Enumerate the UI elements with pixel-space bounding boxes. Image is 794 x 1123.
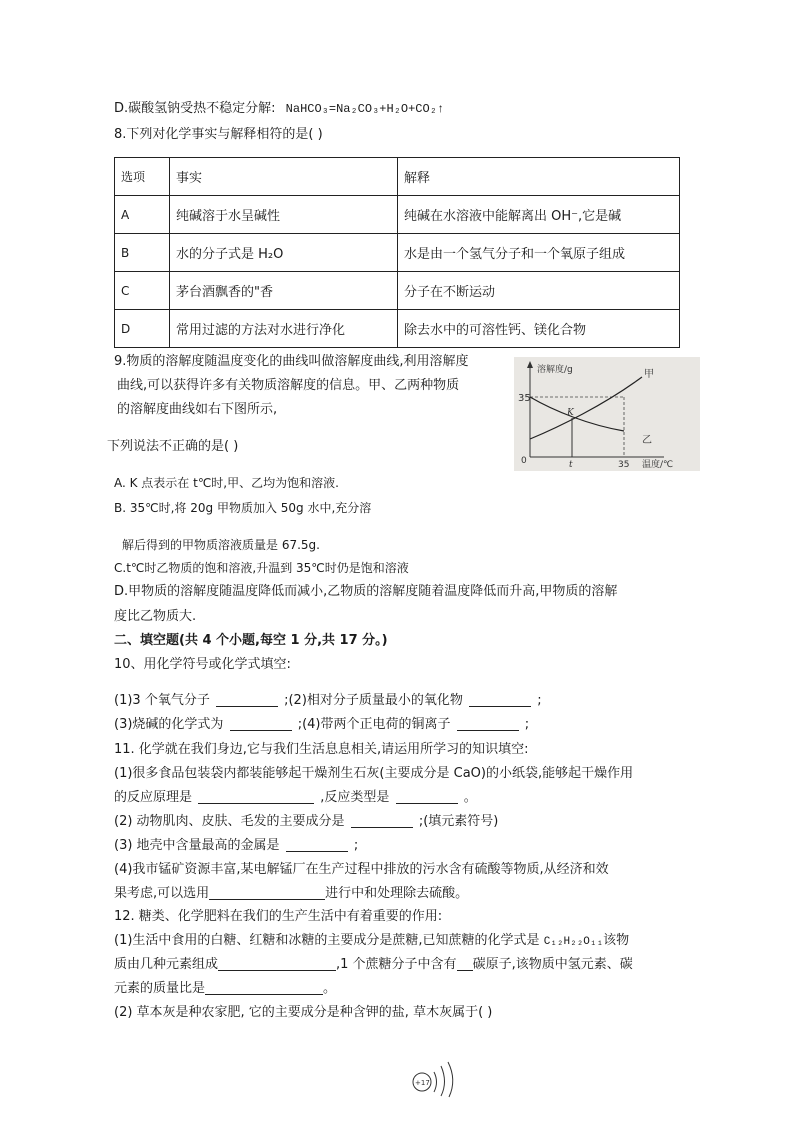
series-jia-label: 甲 xyxy=(644,369,654,380)
q12-carbon-atoms-blank[interactable] xyxy=(457,956,473,971)
q7-option-d xyxy=(114,100,444,118)
q11-p1-label-b: ,反应类型是 xyxy=(320,790,390,805)
y-axis-label: 溶解度/g xyxy=(537,365,573,375)
table-cell: 水的分子式是 H₂O xyxy=(170,234,398,272)
table-cell: 除去水中的可溶性钙、镁化合物 xyxy=(398,310,680,348)
table-cell: 常用过滤的方法对水进行净化 xyxy=(170,310,398,348)
q10-item4-blank[interactable] xyxy=(457,716,519,731)
q10-item1-label: (1)3 个氧气分子 xyxy=(114,693,210,708)
q8-table xyxy=(114,157,680,348)
q12-p1-line1 xyxy=(114,932,629,951)
q9-option-d-line1: D.甲物质的溶解度随温度降低而减小,乙物质的溶解度随着温度降低而升高,甲物质的溶解 xyxy=(114,584,618,599)
q7-option-d-text: D.碳酸氢钠受热不稳定分解: xyxy=(114,101,276,116)
point-k-label: K xyxy=(567,408,574,418)
solubility-graph xyxy=(514,357,700,471)
q11-reaction-type-blank[interactable] xyxy=(396,789,458,804)
q9-option-b-line1: B. 35℃时,将 20g 甲物质加入 50g 水中,充分溶 xyxy=(114,501,372,515)
table-header-cell: 解释 xyxy=(398,158,680,196)
q11-p3-label-a: (3) 地壳中含量最高的金属是 xyxy=(114,838,280,853)
q11-p1-label-c: 。 xyxy=(463,790,477,805)
q10-semicolon: ; xyxy=(524,717,530,732)
q12-sucrose-formula: C₁₂H₂₂O₁₁ xyxy=(543,936,604,948)
q11-p1-line1: (1)很多食品包装袋内都装能够起干燥剂生石灰(主要成分是 CaO)的小纸袋,能够起干燥作用 xyxy=(114,766,634,781)
q10-item2-blank[interactable] xyxy=(469,692,531,707)
q12-elements-blank[interactable] xyxy=(218,956,336,971)
q12-p1-label-e: 碳原子,该物质中氢元素、碳 xyxy=(472,957,633,972)
q10-item3-blank[interactable] xyxy=(230,716,292,731)
q11-p4-blank[interactable] xyxy=(209,885,325,900)
section-2-heading: 二、填空题(共 4 个小题,每空 1 分,共 17 分。) xyxy=(114,633,388,648)
q10-line1 xyxy=(114,692,542,710)
q11-p2-blank[interactable] xyxy=(351,813,413,828)
q11-p2-label-a: (2) 动物肌肉、皮肤、毛发的主要成分是 xyxy=(114,814,345,829)
table-cell: 分子在不断运动 xyxy=(398,272,680,310)
q12-p2: (2) 草本灰是种农家肥, 它的主要成分是种含钾的盐, 草木灰属于( ) xyxy=(114,1005,493,1020)
q12-p1-label-g: 。 xyxy=(323,981,337,996)
q9-stem-line3: 的溶解度曲线如右下图所示, xyxy=(117,402,278,417)
q10-semicolon: ; xyxy=(537,693,542,708)
q9-stem-line1: 9.物质的溶解度随温度变化的曲线叫做溶解度曲线,利用溶解度 xyxy=(114,354,469,369)
q12-p1-line2 xyxy=(114,956,633,974)
q11-p2-label-b: ;(填元素符号) xyxy=(418,814,499,829)
table-cell: C xyxy=(115,272,170,310)
q12-p1-label-b: 该物 xyxy=(603,933,630,948)
nucleus-charge-label: +17 xyxy=(415,1079,430,1087)
q9-option-c: C.t℃时乙物质的饱和溶液,升温到 35℃时仍是饱和溶液 xyxy=(114,561,409,575)
origin-label: 0 xyxy=(521,456,527,466)
q11-reaction-principle-blank[interactable] xyxy=(198,789,314,804)
q12-p1-label-a: (1)生活中食用的白糖、红糖和冰糖的主要成分是蔗糖,已知蔗糖的化学式是 xyxy=(114,933,540,948)
q11-p3-label-b: ; xyxy=(353,838,359,853)
series-jia-curve xyxy=(530,377,642,439)
q9-option-b-line2: 解后得到的甲物质溶液质量是 67.5g. xyxy=(122,538,320,552)
q11-p4-line1: (4)我市锰矿资源丰富,某电解锰厂在生产过程中排放的污水含有硫酸等物质,从经济和效 xyxy=(114,862,609,877)
q10-item4-label: ;(4)带两个正电荷的铜离子 xyxy=(297,717,451,732)
q12-p1-label-d: ,1 个蔗糖分子中含有 xyxy=(336,957,457,972)
x-axis-label: 温度/℃ xyxy=(642,460,674,470)
solubility-graph-svg xyxy=(514,357,700,471)
q7-option-d-formula: NaHCO₃=Na₂CO₃+H₂O+CO₂↑ xyxy=(285,102,445,116)
y-axis-arrow xyxy=(527,361,533,368)
q11-stem: 11. 化学就在我们身边,它与我们生活息息相关,请运用所学习的知识填空: xyxy=(114,742,529,757)
q10-stem: 10、用化学符号或化学式填空: xyxy=(114,657,291,672)
q12-mass-ratio-blank[interactable] xyxy=(205,980,323,995)
q10-item3-label: (3)烧碱的化学式为 xyxy=(114,717,224,732)
x-tick-t: t xyxy=(569,460,573,470)
table-row xyxy=(115,310,680,348)
q11-p3-blank[interactable] xyxy=(286,837,348,852)
table-cell: 纯碱溶于水呈碱性 xyxy=(170,196,398,234)
table-cell: 水是由一个氢气分子和一个氧原子组成 xyxy=(398,234,680,272)
q8-stem: 8.下列对化学事实与解释相符的是( ) xyxy=(114,127,323,142)
series-yi-curve xyxy=(530,397,624,431)
table-row xyxy=(115,196,680,234)
table-cell: D xyxy=(115,310,170,348)
table-header-cell: 事实 xyxy=(170,158,398,196)
q11-p4-label-a: 果考虑,可以选用 xyxy=(114,886,210,901)
q10-item1-blank[interactable] xyxy=(216,692,278,707)
y-tick-35: 35 xyxy=(518,393,531,404)
q11-p1-label-a: 的反应原理是 xyxy=(114,790,193,805)
q12-stem: 12. 糖类、化学肥料在我们的生产生活中有着重要的作用: xyxy=(114,909,443,924)
q9-option-d-line2: 度比乙物质大. xyxy=(114,609,197,624)
q11-p4-label-b: 进行中和处理除去硫酸。 xyxy=(325,886,469,901)
q9-option-a: A. K 点表示在 t℃时,甲、乙均为饱和溶液. xyxy=(114,476,339,490)
potassium-atom-diagram xyxy=(406,1058,464,1098)
table-header-row xyxy=(115,158,680,196)
table-row xyxy=(115,234,680,272)
q11-p2-line xyxy=(114,813,498,831)
q11-p1-line2 xyxy=(114,789,477,807)
table-cell: B xyxy=(115,234,170,272)
q9-question: 下列说法不正确的是( ) xyxy=(107,439,239,454)
table-cell: 茅台酒飘香的"香 xyxy=(170,272,398,310)
table-row xyxy=(115,272,680,310)
atom-structure-icon xyxy=(406,1058,464,1098)
q10-line2 xyxy=(114,716,529,734)
q9-stem-line2: 曲线,可以获得许多有关物质溶解度的信息。甲、乙两种物质 xyxy=(117,378,460,393)
q12-p1-label-f: 元素的质量比是 xyxy=(114,981,206,996)
q10-item2-label: ;(2)相对分子质量最小的氧化物 xyxy=(284,693,463,708)
x-tick-35: 35 xyxy=(618,460,630,470)
q12-p1-label-c: 质由几种元素组成 xyxy=(114,957,219,972)
table-header-cell: 选项 xyxy=(115,158,170,196)
table-cell: A xyxy=(115,196,170,234)
table-cell: 纯碱在水溶液中能解离出 OH⁻,它是碱 xyxy=(398,196,680,234)
q11-p3-line xyxy=(114,837,358,855)
q11-p4-line2 xyxy=(114,885,468,903)
series-yi-label: 乙 xyxy=(642,435,652,446)
q12-p1-line3 xyxy=(114,980,336,998)
